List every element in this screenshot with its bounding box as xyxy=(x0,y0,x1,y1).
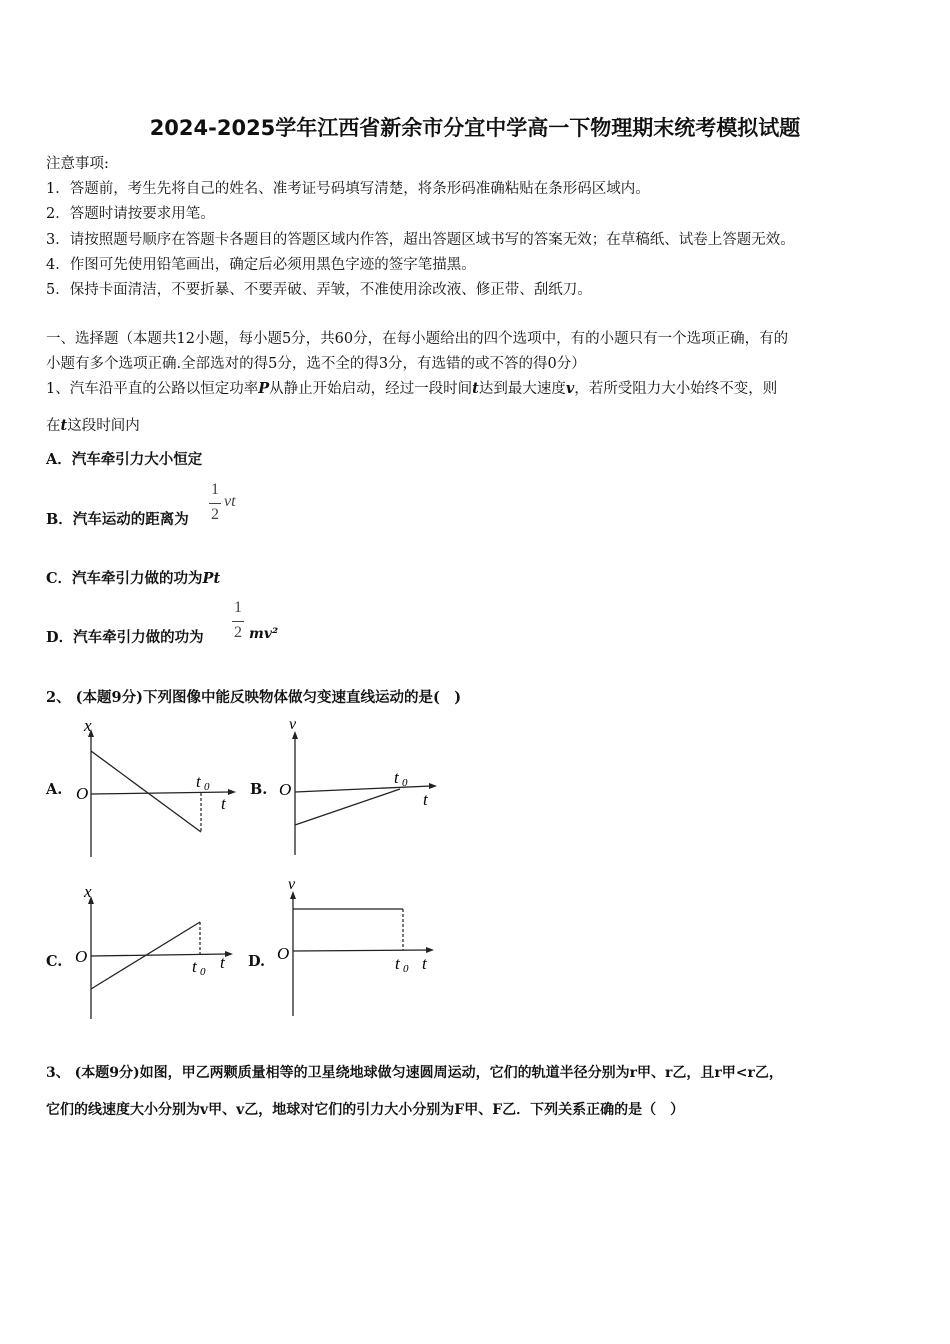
axis-label-t: t xyxy=(423,790,428,809)
axis-label-x: x xyxy=(84,882,92,901)
origin-label: O xyxy=(277,944,290,963)
question-1-stem: 1、汽车沿平直的公路以恒定功率P从静止开始启动，经过一段时间t达到最大速度v，若所受阻力大小始终不变，则 xyxy=(46,380,778,397)
t0-subscript: 0 xyxy=(403,963,409,975)
q1-b-fraction-bar xyxy=(209,503,221,504)
notice-item-1: 1．答题前，考生先将自己的姓名、准考证号码填写清楚，将条形码准确粘贴在条形码区域内。 xyxy=(46,181,650,197)
q2-graph-d[interactable] xyxy=(275,875,445,1020)
q1-option-b[interactable]: B．汽车运动的距离为 xyxy=(46,511,189,528)
notice-item-4: 4．作图可先使用铅笔画出，确定后必须用黑色字迹的签字笔描黑。 xyxy=(46,257,476,273)
t0-label: t xyxy=(394,768,399,787)
t0-subscript: 0 xyxy=(402,777,408,789)
axis-label-v: v xyxy=(289,716,297,733)
question-1-stem-2: 在t这段时间内 xyxy=(46,417,140,434)
q2-option-d-label[interactable]: D. xyxy=(248,953,266,970)
axis-label-t: t xyxy=(221,794,226,813)
q1-d-fraction-bar xyxy=(232,621,244,622)
question-3-stem-1: 3、 (本题9分)如图，甲乙两颗质量相等的卫星绕地球做匀速圆周运动，它们的轨道半径分别为r甲、r乙，且r甲<r乙， xyxy=(46,1065,783,1081)
t0-subscript: 0 xyxy=(204,781,210,793)
axis-label-t: t xyxy=(422,954,427,973)
axis-label-v: v xyxy=(288,876,296,893)
question-2-stem: 2、 (本题9分)下列图像中能反映物体做匀变速直线运动的是( ) xyxy=(46,689,462,706)
q2-option-a-label[interactable]: A. xyxy=(46,781,63,798)
q1-d-fraction-numerator: 1 xyxy=(234,599,242,616)
t0-label: t xyxy=(196,772,201,791)
q1-b-fraction-numerator: 1 xyxy=(211,481,219,498)
q2-option-b-label[interactable]: B. xyxy=(250,781,268,798)
q2-graph-c[interactable] xyxy=(70,882,240,1022)
q2-graph-b[interactable] xyxy=(275,715,445,860)
notice-item-3: 3．请按照题号顺序在答题卡各题目的答题区域内作答，超出答题区域书写的答案无效；在草稿纸、试卷上答题无效。 xyxy=(46,232,795,248)
q1-d-var: mv² xyxy=(249,626,279,642)
t0-subscript: 0 xyxy=(200,966,206,978)
q1-option-a[interactable]: A．汽车牵引力大小恒定 xyxy=(46,451,203,468)
notice-item-2: 2．答题时请按要求用笔。 xyxy=(46,206,215,222)
notice-item-5: 5．保持卡面清洁，不要折暴、不要弄破、弄皱，不准使用涂改液、修正带、刮纸刀。 xyxy=(46,282,592,298)
notice-heading: 注意事项: xyxy=(46,156,109,172)
origin-label: O xyxy=(279,780,292,799)
q1-option-c[interactable]: C．汽车牵引力做的功为Pt xyxy=(46,570,221,587)
q1-option-d[interactable]: D．汽车牵引力做的功为 xyxy=(46,629,204,646)
origin-label: O xyxy=(75,947,88,966)
axis-label-x: x xyxy=(84,716,92,735)
q2-graph-a[interactable] xyxy=(70,715,240,860)
t0-label: t xyxy=(395,954,400,973)
t0-label: t xyxy=(192,957,197,976)
axis-label-t: t xyxy=(220,953,225,972)
section-instructions-1: 一、选择题（本题共12小题，每小题5分，共60分，在每小题给出的四个选项中，有的小题只有一个选项正确，有的 xyxy=(46,331,789,347)
question-3-stem-2: 它们的线速度大小分别为v甲、v乙，地球对它们的引力大小分别为F甲、F乙．下列关系正确的是（ ） xyxy=(46,1102,685,1118)
page-title: 2024-2025学年江西省新余市分宜中学高一下物理期末统考模拟试题 xyxy=(149,116,801,140)
section-instructions-2: 小题有多个选项正确.全部选对的得5分，选不全的得3分，有选错的或不答的得0分） xyxy=(46,356,586,372)
origin-label: O xyxy=(76,784,89,803)
q1-d-fraction-denominator: 2 xyxy=(234,624,242,641)
q2-option-c-label[interactable]: C. xyxy=(46,953,63,970)
q1-b-fraction-denominator: 2 xyxy=(211,506,219,523)
q1-b-var: vt xyxy=(224,493,236,510)
